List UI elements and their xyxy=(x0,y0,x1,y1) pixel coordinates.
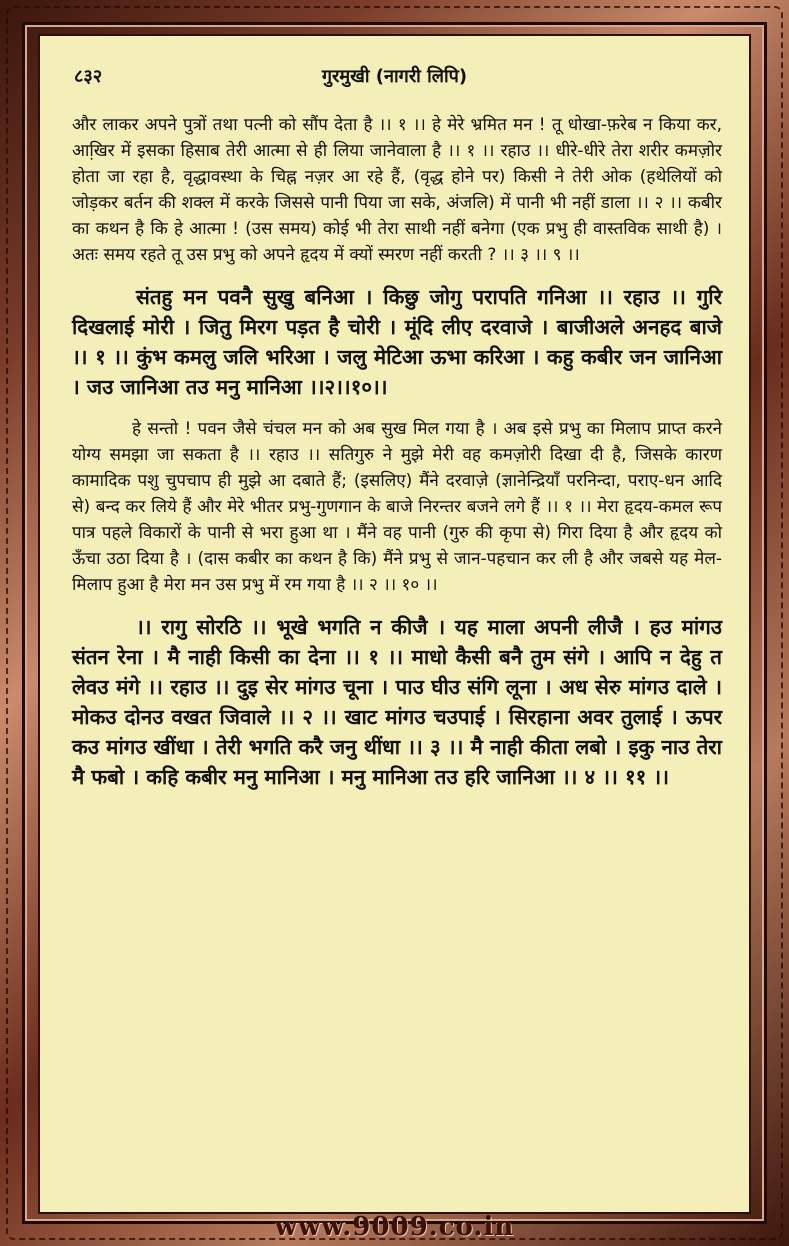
website-footer: www.9009.co.in xyxy=(274,1212,515,1242)
page-header xyxy=(40,64,749,94)
verse-paragraph: ।। रागु सोरठि ।। भूखे भगति न कीजै । यह माला अपनी लीजै । हउ मांगउ संतन रेना । मै नाही किसी का देना ।। १ ।। माधो कैसी बनै तुम संगे । आपि न देहु त लेवउ मंगे ।। रहाउ ।। दुइ सेर मांगउ चूना । पाउ घीउ संगि लूना । अध सेरु मांगउ दाले । मोकउ दोनउ वखत जिवाले ।। २ ।। खाट मांगउ चउपाई । सिरहाना अवर तुलाई । ऊपर कउ मांगउ खींधा । तेरी भगति करै जनु थींधा ।। ३ ।। मै नाही कीता लबो । इकु नाउ तेरा मै फबो । कहि कबीर मनु मानिआ । मनु मानिआ तउ हरि जानिआ ।। ४ ।। ११ ।। xyxy=(72,615,722,789)
prose-paragraph: हे सन्तो ! पवन जैसे चंचल मन को अब सुख मिल गया है । अब इसे प्रभु का मिलाप प्राप्त करने योग्य समझा जा सकता है ।। रहाउ ।। सतिगुरु ने मुझे मेरी वह कमज़ोरी दिखा दी है, जिसके कारण कामादिक पशु चुपचाप ही मुझे आ दबाते हैं; (इसलिए) मैंने दरवाजे़ (ज्ञानेन्द्रियाँ परनिन्दा, पराए-धन आदि से) बन्द कर लिये हैं और मेरे भीतर प्रभु-गुणगान के बाजे निरन्तर बजने लगे हैं ।। १ ।। मेरा हृदय-कमल रूप पात्र पहले विकारों के पानी से भरा हुआ था । मैंने वह पानी (गुरु की कृपा से) गिरा दिया है और हृदय को ऊँचा उठा दिया है । (दास कबीर का कथन है कि) मैंने प्रभु से जान-पहचान कर ली है और जबसे यह मेल-मिलाप हुआ है मेरा मन उस प्रभु में रम गया है ।। २ ।। १० ।। xyxy=(72,419,722,595)
page-number: ८३२ xyxy=(74,66,103,87)
page-content xyxy=(72,112,722,806)
page-title: गुरमुखी (नागरी लिपि) xyxy=(321,66,468,87)
page-sheet xyxy=(38,34,751,1214)
verse-paragraph: संतहु मन पवनै सुखु बनिआ । किछु जोगु परापति गनिआ ।। रहाउ ।। गुरि दिखलाई मोरी । जितु मिरग पड़त है चोरी । मूंदि लीए दरवाजे । बाजीअले अनहद बाजे ।। १ ।। कुंभ कमलु जलि भरिआ । जलु मेटिआ ऊभा करिआ । कहु कबीर जन जानिआ । जउ जानिआ तउ मनु मानिआ ।।२।।१०।। xyxy=(72,285,722,399)
prose-paragraph: और लाकर अपने पुत्रों तथा पत्नी को सौंप देता है ।। १ ।। हे मेरे भ्रमित मन ! तू धोखा-फ़रेब न किया कर, आखि़र में इसका हिसाब तेरी आत्मा से ही लिया जानेवाला है ।। १ ।। रहाउ ।। धीरे-धीरे तेरा शरीर कमज़ोर होता जा रहा है, वृद्धावस्था के चिह्न नज़र आ रहे हैं, (वृद्ध होने पर) किसी ने तेरी ओक (हथेलियों को जोड़कर बर्तन की शक्ल में करके जिससे पानी पिया जा सके, अंजलि) में पानी भी नहीं डाला ।। २ ।। कबीर का कथन है कि हे आत्मा ! (उस समय) कोई भी तेरा साथी नहीं बनेगा (एक प्रभु ही वास्तविक साथी है) । अतः समय रहते तू उस प्रभु को अपने हृदय में क्यों स्मरण नहीं करती ? ।। ३ ।। ९ ।। xyxy=(72,115,722,265)
